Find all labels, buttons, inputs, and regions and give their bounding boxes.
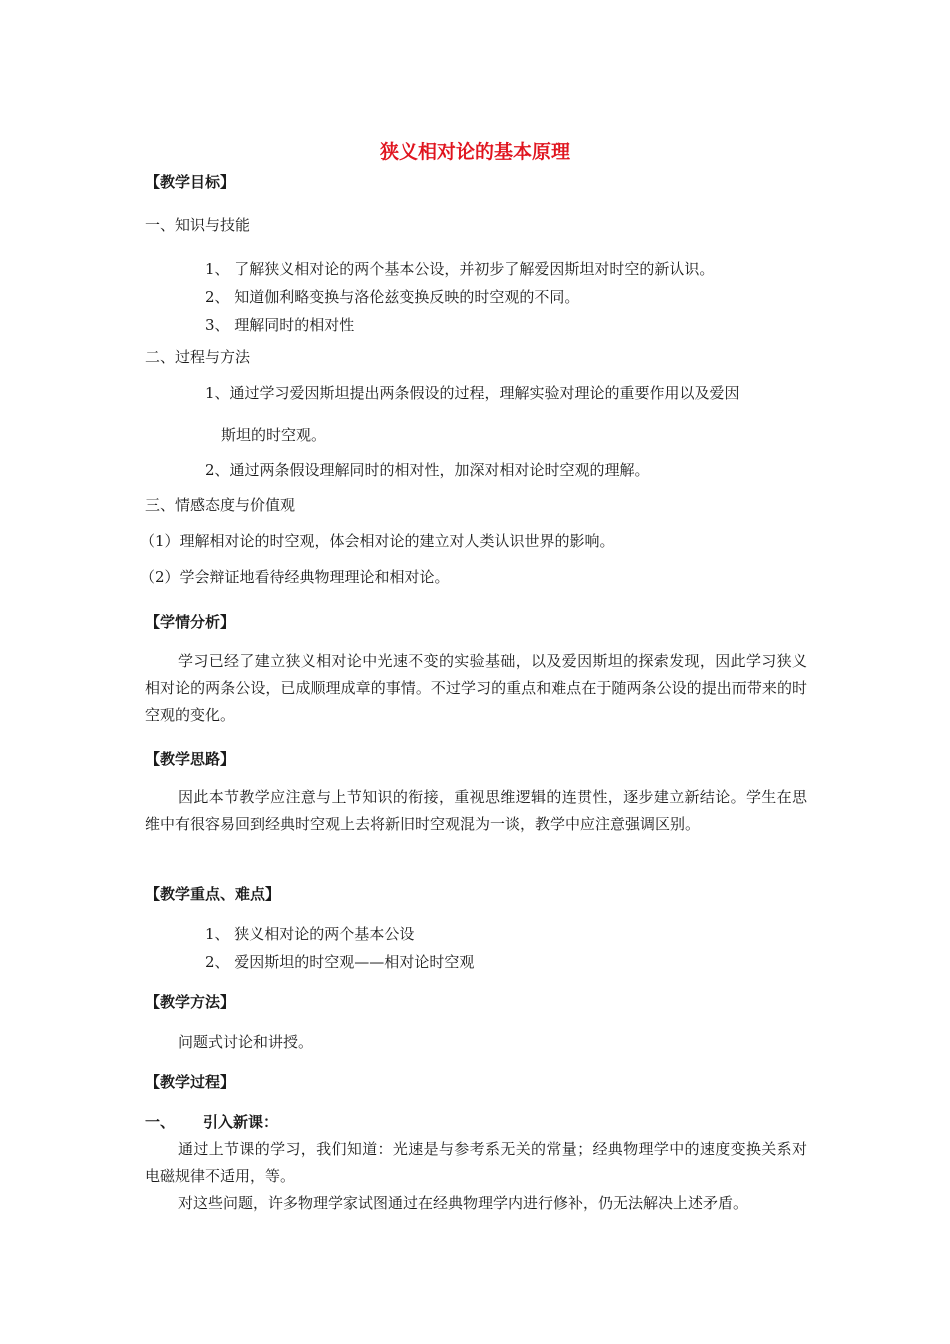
heading-teaching-process: 【教学过程】: [145, 1073, 236, 1091]
list-item: 1、 狭义相对论的两个基本公设: [205, 925, 415, 943]
approach-paragraph: 因此本节教学应注意与上节知识的衔接，重视思维逻辑的连贯性，逐步建立新结论。学生在思维中有很容易回到经典时空观上去将新旧时空观混为一谈，教学中应注意强调区别。: [145, 788, 807, 833]
list-item-continuation: 斯坦的时空观。: [221, 426, 327, 444]
section-attitude-values: 三、情感态度与价值观: [145, 496, 296, 514]
heading-teaching-approach: 【教学思路】: [145, 750, 236, 768]
section-knowledge-skills: 一、知识与技能: [145, 216, 251, 234]
process-paragraph: 通过上节课的学习，我们知道：光速是与参考系无关的常量；经典物理学中的速度变换关系对电磁规律不适用，等。: [145, 1140, 807, 1185]
list-item: （2）学会辩证地看待经典物理理论和相对论。: [140, 568, 450, 586]
list-item: 1、通过学习爱因斯坦提出两条假设的过程，理解实验对理论的重要作用以及爱因: [205, 384, 740, 402]
step-title: 引入新课：: [203, 1113, 279, 1131]
analysis-paragraph: 学习已经了建立狭义相对论中光速不变的实验基础，以及爱因斯坦的探索发现，因此学习狭义相对论的两条公设，已成顺理成章的事情。不过学习的重点和难点在于随两条公设的提出而带来的时空观的变化。: [145, 652, 807, 724]
list-item: 2、 知道伽利略变换与洛伦兹变换反映的时空观的不同。: [205, 288, 580, 306]
process-paragraph: 对这些问题，许多物理学家试图通过在经典物理学内进行修补，仍无法解决上述矛盾。: [178, 1194, 749, 1212]
list-item: （1）理解相对论的时空观，体会相对论的建立对人类认识世界的影响。: [140, 532, 615, 550]
step-number: 一、: [145, 1113, 176, 1131]
heading-teaching-method: 【教学方法】: [145, 993, 236, 1011]
document-title: 狭义相对论的基本原理: [379, 141, 570, 163]
heading-student-analysis: 【学情分析】: [145, 613, 236, 631]
heading-key-points: 【教学重点、难点】: [145, 885, 281, 903]
heading-teaching-goals: 【教学目标】: [145, 173, 236, 191]
list-item: 2、通过两条假设理解同时的相对性，加深对相对论时空观的理解。: [205, 461, 650, 479]
list-item: 1、 了解狭义相对论的两个基本公设，并初步了解爱因斯坦对时空的新认识。: [205, 260, 715, 278]
list-item: 3、 理解同时的相对性: [205, 316, 355, 334]
method-text: 问题式讨论和讲授。: [178, 1033, 314, 1051]
section-process-method: 二、过程与方法: [145, 348, 251, 366]
list-item: 2、 爱因斯坦的时空观——相对论时空观: [205, 953, 475, 971]
